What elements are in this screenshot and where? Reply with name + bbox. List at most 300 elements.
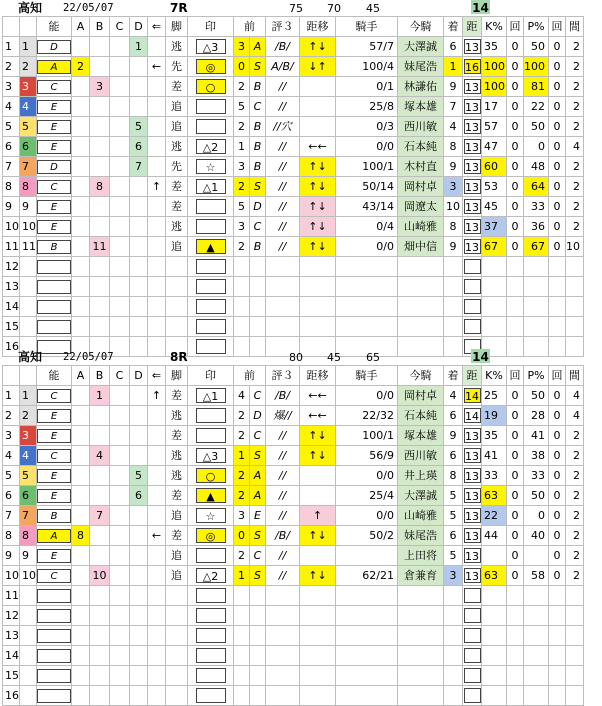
prediction-mark-cell[interactable] <box>188 566 234 586</box>
finish-place: 9 <box>444 237 463 257</box>
current-jockey: 畑中信 <box>398 237 444 257</box>
k-percent <box>482 646 507 666</box>
k-count <box>507 646 524 666</box>
prediction-mark[interactable] <box>196 408 226 423</box>
c-rank <box>110 197 130 217</box>
c-rank <box>110 446 130 466</box>
col-header: 前 <box>234 366 266 386</box>
evaluation-3: // <box>266 466 300 486</box>
distance-value: 13 <box>465 41 479 54</box>
prediction-mark-cell[interactable] <box>188 217 234 237</box>
prev-position: 3 <box>234 217 250 237</box>
p-percent: 0 <box>524 137 549 157</box>
c-rank <box>110 386 130 406</box>
finish-place: 9 <box>444 77 463 97</box>
prediction-mark[interactable]: ◎ <box>196 59 226 74</box>
k-count <box>507 277 524 297</box>
prediction-mark-cell[interactable] <box>188 237 234 257</box>
arrow-mark <box>148 37 166 57</box>
prev-grade <box>250 277 266 297</box>
prediction-mark-cell[interactable] <box>188 137 234 157</box>
entry-row[interactable] <box>3 386 584 406</box>
distance-cell <box>463 117 482 137</box>
running-style: 追 <box>166 237 188 257</box>
k-percent <box>482 606 507 626</box>
ability-grade: C <box>37 449 71 463</box>
current-jockey <box>398 666 444 686</box>
jockey-record: 0/0 <box>336 237 398 257</box>
distance-cell <box>463 566 482 586</box>
a-rank <box>72 546 90 566</box>
p-count: 0 <box>549 506 566 526</box>
arrow-mark <box>148 606 166 626</box>
interval: 2 <box>566 466 584 486</box>
prediction-mark-cell[interactable] <box>188 606 234 626</box>
interval <box>566 257 584 277</box>
col-header: P% <box>524 17 549 37</box>
d-rank <box>130 317 148 337</box>
finish-place: 4 <box>444 117 463 137</box>
finish-place: 8 <box>444 137 463 157</box>
p-count: 0 <box>549 466 566 486</box>
prediction-mark-cell[interactable] <box>188 666 234 686</box>
prediction-mark[interactable] <box>196 548 226 563</box>
k-percent <box>482 277 507 297</box>
entry-row[interactable] <box>3 606 584 626</box>
prediction-mark[interactable] <box>196 428 226 443</box>
b-rank <box>90 586 110 606</box>
horse-number: 10 <box>20 566 37 586</box>
prediction-mark[interactable]: ▲ <box>196 488 226 503</box>
jockey-record: 25/4 <box>336 486 398 506</box>
header-row <box>3 366 584 386</box>
d-rank <box>130 546 148 566</box>
col-header: 距 <box>463 366 482 386</box>
evaluation-3: // <box>266 177 300 197</box>
prediction-mark[interactable]: △3 <box>196 448 226 463</box>
distance-value: 13 <box>465 530 479 543</box>
prediction-mark[interactable] <box>196 319 226 334</box>
b-rank: 1 <box>90 386 110 406</box>
k-percent: 47 <box>482 137 507 157</box>
prediction-mark[interactable] <box>196 588 226 603</box>
prev-grade <box>250 646 266 666</box>
interval <box>566 277 584 297</box>
gate-number: 11 <box>3 237 20 257</box>
prediction-mark-cell[interactable] <box>188 117 234 137</box>
track-name: 高知 <box>18 1 43 15</box>
distance-cell <box>463 606 482 626</box>
prediction-mark-cell[interactable] <box>188 426 234 446</box>
d-rank: 5 <box>130 466 148 486</box>
prediction-mark[interactable]: ☆ <box>196 159 226 174</box>
col-header: 印 <box>188 366 234 386</box>
prediction-mark-cell[interactable] <box>188 466 234 486</box>
horse-number <box>20 666 37 686</box>
p-percent: 28 <box>524 406 549 426</box>
entry-row[interactable] <box>3 426 584 446</box>
ability-cell <box>37 626 72 646</box>
current-jockey: 石本純 <box>398 406 444 426</box>
entry-row[interactable] <box>3 297 584 317</box>
b-rank <box>90 426 110 446</box>
distance-value: 14 <box>465 390 479 403</box>
interval <box>566 586 584 606</box>
arrow-mark: ← <box>148 526 166 546</box>
p-percent <box>524 297 549 317</box>
prediction-mark-cell[interactable] <box>188 526 234 546</box>
entry-row[interactable] <box>3 117 584 137</box>
prev-grade: B <box>250 77 266 97</box>
d-rank <box>130 177 148 197</box>
distance-change: ↑↓ <box>300 446 336 466</box>
interval <box>566 317 584 337</box>
gate-number: 1 <box>3 386 20 406</box>
p-count: 0 <box>549 217 566 237</box>
evaluation-3: // <box>266 506 300 526</box>
ability-cell <box>37 586 72 606</box>
finish-place: 6 <box>444 37 463 57</box>
prediction-mark-cell[interactable] <box>188 37 234 57</box>
entry-row[interactable] <box>3 77 584 97</box>
prediction-mark-cell[interactable] <box>188 297 234 317</box>
finish-place: 8 <box>444 217 463 237</box>
prediction-mark-cell[interactable] <box>188 197 234 217</box>
entry-row[interactable] <box>3 57 584 77</box>
running-style: 先 <box>166 57 188 77</box>
a-rank <box>72 297 90 317</box>
finish-place: 7 <box>444 97 463 117</box>
distance-badge: 14 <box>472 350 489 364</box>
entry-row[interactable] <box>3 506 584 526</box>
entry-row[interactable] <box>3 37 584 57</box>
p-count <box>549 317 566 337</box>
gate-number: 16 <box>3 337 20 357</box>
col-header: 間 <box>566 17 584 37</box>
prev-position: 2 <box>234 77 250 97</box>
running-style: 追 <box>166 546 188 566</box>
prediction-mark[interactable]: △2 <box>196 139 226 154</box>
distance-change: ↑↓ <box>300 157 336 177</box>
ability-cell <box>37 426 72 446</box>
interval: 2 <box>566 506 584 526</box>
horse-number: 9 <box>20 546 37 566</box>
b-rank <box>90 197 110 217</box>
distance-value <box>464 299 481 314</box>
arrow-mark <box>148 566 166 586</box>
d-rank <box>130 77 148 97</box>
prediction-mark[interactable] <box>196 119 226 134</box>
prediction-mark[interactable]: ○ <box>196 468 226 483</box>
entry-row[interactable] <box>3 626 584 646</box>
prediction-mark[interactable]: ▲ <box>196 239 226 254</box>
entry-row[interactable] <box>3 97 584 117</box>
distance-cell <box>463 506 482 526</box>
entry-row[interactable] <box>3 217 584 237</box>
evaluation-3 <box>266 317 300 337</box>
b-rank <box>90 97 110 117</box>
arrow-mark <box>148 97 166 117</box>
arrow-mark <box>148 137 166 157</box>
current-jockey: 山崎雅 <box>398 217 444 237</box>
arrow-mark <box>148 197 166 217</box>
prev-position: 5 <box>234 97 250 117</box>
race-date: 22/05/07 <box>63 2 114 14</box>
prediction-mark[interactable]: ○ <box>196 79 226 94</box>
a-rank <box>72 177 90 197</box>
k-count: 0 <box>507 177 524 197</box>
evaluation-3: 爆// <box>266 406 300 426</box>
prev-grade: B <box>250 137 266 157</box>
p-percent <box>524 277 549 297</box>
finish-place <box>444 297 463 317</box>
prev-position: 2 <box>234 426 250 446</box>
prediction-mark-cell[interactable] <box>188 97 234 117</box>
prediction-mark-cell[interactable] <box>188 157 234 177</box>
ability-grade: E <box>37 100 71 114</box>
jockey-record <box>336 586 398 606</box>
prediction-mark-cell[interactable] <box>188 317 234 337</box>
distance-change <box>300 606 336 626</box>
prediction-mark-cell[interactable] <box>188 626 234 646</box>
prediction-mark[interactable] <box>196 199 226 214</box>
a-rank <box>72 646 90 666</box>
k-percent: 25 <box>482 386 507 406</box>
prediction-mark-cell[interactable] <box>188 406 234 426</box>
horse-number: 3 <box>20 77 37 97</box>
ability-cell <box>37 117 72 137</box>
prev-grade <box>250 666 266 686</box>
prediction-mark[interactable]: △2 <box>196 568 226 583</box>
distance-change: ↑↓ <box>300 217 336 237</box>
ability-grade: D <box>37 40 71 54</box>
prediction-mark-cell[interactable] <box>188 646 234 666</box>
evaluation-3 <box>266 626 300 646</box>
jockey-record: 0/4 <box>336 217 398 237</box>
entry-row[interactable] <box>3 406 584 426</box>
arrow-mark <box>148 297 166 317</box>
d-rank <box>130 386 148 406</box>
ability-cell <box>37 317 72 337</box>
k-count: 0 <box>507 486 524 506</box>
jockey-record: 43/14 <box>336 197 398 217</box>
p-count <box>549 666 566 686</box>
ability-cell <box>37 466 72 486</box>
ability-cell <box>37 97 72 117</box>
distance-value <box>464 279 481 294</box>
prediction-mark[interactable]: ☆ <box>196 508 226 523</box>
distance-cell <box>463 77 482 97</box>
a-rank <box>72 157 90 177</box>
c-rank <box>110 97 130 117</box>
jockey-record <box>336 317 398 337</box>
entry-table <box>2 16 584 357</box>
entry-row[interactable] <box>3 177 584 197</box>
col-header: ⇐ <box>148 366 166 386</box>
prediction-mark[interactable] <box>196 648 226 663</box>
gate-number: 14 <box>3 297 20 317</box>
prediction-mark[interactable]: △1 <box>196 388 226 403</box>
k-count <box>507 586 524 606</box>
entry-row[interactable] <box>3 257 584 277</box>
horse-number: 6 <box>20 137 37 157</box>
entry-row[interactable] <box>3 197 584 217</box>
entry-row[interactable] <box>3 566 584 586</box>
prediction-mark-cell[interactable] <box>188 257 234 277</box>
col-header <box>20 17 37 37</box>
entry-row[interactable] <box>3 446 584 466</box>
prediction-mark[interactable] <box>196 219 226 234</box>
distance-value <box>464 628 481 643</box>
p-count <box>549 606 566 626</box>
arrow-mark <box>148 217 166 237</box>
k-count: 0 <box>507 406 524 426</box>
d-rank <box>130 646 148 666</box>
horse-number: 9 <box>20 197 37 217</box>
k-count: 0 <box>507 566 524 586</box>
running-style: 先 <box>166 157 188 177</box>
prediction-mark-cell[interactable] <box>188 386 234 406</box>
prediction-mark[interactable]: ◎ <box>196 528 226 543</box>
arrow-mark <box>148 646 166 666</box>
jockey-record: 25/8 <box>336 97 398 117</box>
d-rank <box>130 506 148 526</box>
c-rank <box>110 466 130 486</box>
prediction-mark-cell[interactable] <box>188 177 234 197</box>
d-rank <box>130 606 148 626</box>
race-header <box>0 0 602 16</box>
prev-grade: C <box>250 426 266 446</box>
k-count: 0 <box>507 157 524 177</box>
prev-position <box>234 257 250 277</box>
prev-position: 2 <box>234 486 250 506</box>
current-jockey: 石本純 <box>398 137 444 157</box>
col-header: 脚 <box>166 366 188 386</box>
entry-row[interactable] <box>3 157 584 177</box>
distance-value: 13 <box>465 181 479 194</box>
prediction-mark-cell[interactable] <box>188 446 234 466</box>
prediction-mark[interactable] <box>196 628 226 643</box>
horse-number: 5 <box>20 466 37 486</box>
finish-place <box>444 317 463 337</box>
entry-row[interactable] <box>3 526 584 546</box>
prediction-mark-cell[interactable] <box>188 77 234 97</box>
entry-row[interactable] <box>3 137 584 157</box>
a-rank <box>72 237 90 257</box>
k-count: 0 <box>507 446 524 466</box>
prev-grade: A <box>250 37 266 57</box>
distance-value <box>464 319 481 334</box>
arrow-mark <box>148 157 166 177</box>
prediction-mark[interactable]: △1 <box>196 179 226 194</box>
prediction-mark-cell[interactable] <box>188 546 234 566</box>
distance-value: 13 <box>465 430 479 443</box>
interval <box>566 606 584 626</box>
entry-row[interactable] <box>3 586 584 606</box>
entry-row[interactable] <box>3 317 584 337</box>
entry-row[interactable] <box>3 666 584 686</box>
entry-row[interactable] <box>3 237 584 257</box>
p-percent: 50 <box>524 37 549 57</box>
c-rank <box>110 426 130 446</box>
ability-grade: E <box>37 200 71 214</box>
evaluation-3 <box>266 277 300 297</box>
gate-number: 10 <box>3 566 20 586</box>
ability-grade <box>37 589 71 603</box>
jockey-record <box>336 606 398 626</box>
prediction-mark[interactable] <box>196 99 226 114</box>
prediction-mark[interactable] <box>196 608 226 623</box>
horse-number: 2 <box>20 406 37 426</box>
d-rank <box>130 217 148 237</box>
running-style: 逃 <box>166 406 188 426</box>
running-style: 差 <box>166 77 188 97</box>
distance-value <box>464 588 481 603</box>
current-jockey: 倉兼育 <box>398 566 444 586</box>
col-header: 能 <box>37 366 72 386</box>
ability-grade <box>37 260 71 274</box>
current-jockey: 岡村卓 <box>398 177 444 197</box>
prediction-mark-cell[interactable] <box>188 506 234 526</box>
finish-place <box>444 586 463 606</box>
prediction-mark[interactable] <box>196 668 226 683</box>
prediction-mark[interactable] <box>196 299 226 314</box>
entry-row[interactable] <box>3 546 584 566</box>
gate-number: 4 <box>3 446 20 466</box>
entry-row[interactable] <box>3 486 584 506</box>
prediction-mark[interactable] <box>196 279 226 294</box>
d-rank: 1 <box>130 37 148 57</box>
distance-cell <box>463 586 482 606</box>
prev-position <box>234 626 250 646</box>
prediction-mark[interactable]: △3 <box>196 39 226 54</box>
entry-row[interactable] <box>3 277 584 297</box>
gate-number: 3 <box>3 426 20 446</box>
col-header: P% <box>524 366 549 386</box>
prediction-mark[interactable] <box>196 259 226 274</box>
col-header: 間 <box>566 366 584 386</box>
interval: 10 <box>566 237 584 257</box>
b-rank <box>90 137 110 157</box>
index-score: 65 <box>366 351 380 364</box>
k-count <box>507 666 524 686</box>
k-count: 0 <box>507 37 524 57</box>
entry-row[interactable] <box>3 646 584 666</box>
prediction-mark-cell[interactable] <box>188 586 234 606</box>
distance-change <box>300 97 336 117</box>
col-header: 距移 <box>300 17 336 37</box>
col-header: 脚 <box>166 17 188 37</box>
arrow-mark: ← <box>148 57 166 77</box>
ability-cell <box>37 57 72 77</box>
finish-place <box>444 646 463 666</box>
prediction-mark-cell[interactable] <box>188 277 234 297</box>
distance-value: 16 <box>465 61 479 74</box>
a-rank <box>72 406 90 426</box>
c-rank <box>110 546 130 566</box>
entry-row[interactable] <box>3 466 584 486</box>
c-rank <box>110 666 130 686</box>
distance-change <box>300 466 336 486</box>
evaluation-3: /B/ <box>266 37 300 57</box>
prediction-mark-cell[interactable] <box>188 57 234 77</box>
ability-grade <box>37 609 71 623</box>
current-jockey <box>398 297 444 317</box>
arrow-mark <box>148 237 166 257</box>
arrow-mark <box>148 506 166 526</box>
p-percent: 0 <box>524 506 549 526</box>
prediction-mark-cell[interactable] <box>188 486 234 506</box>
